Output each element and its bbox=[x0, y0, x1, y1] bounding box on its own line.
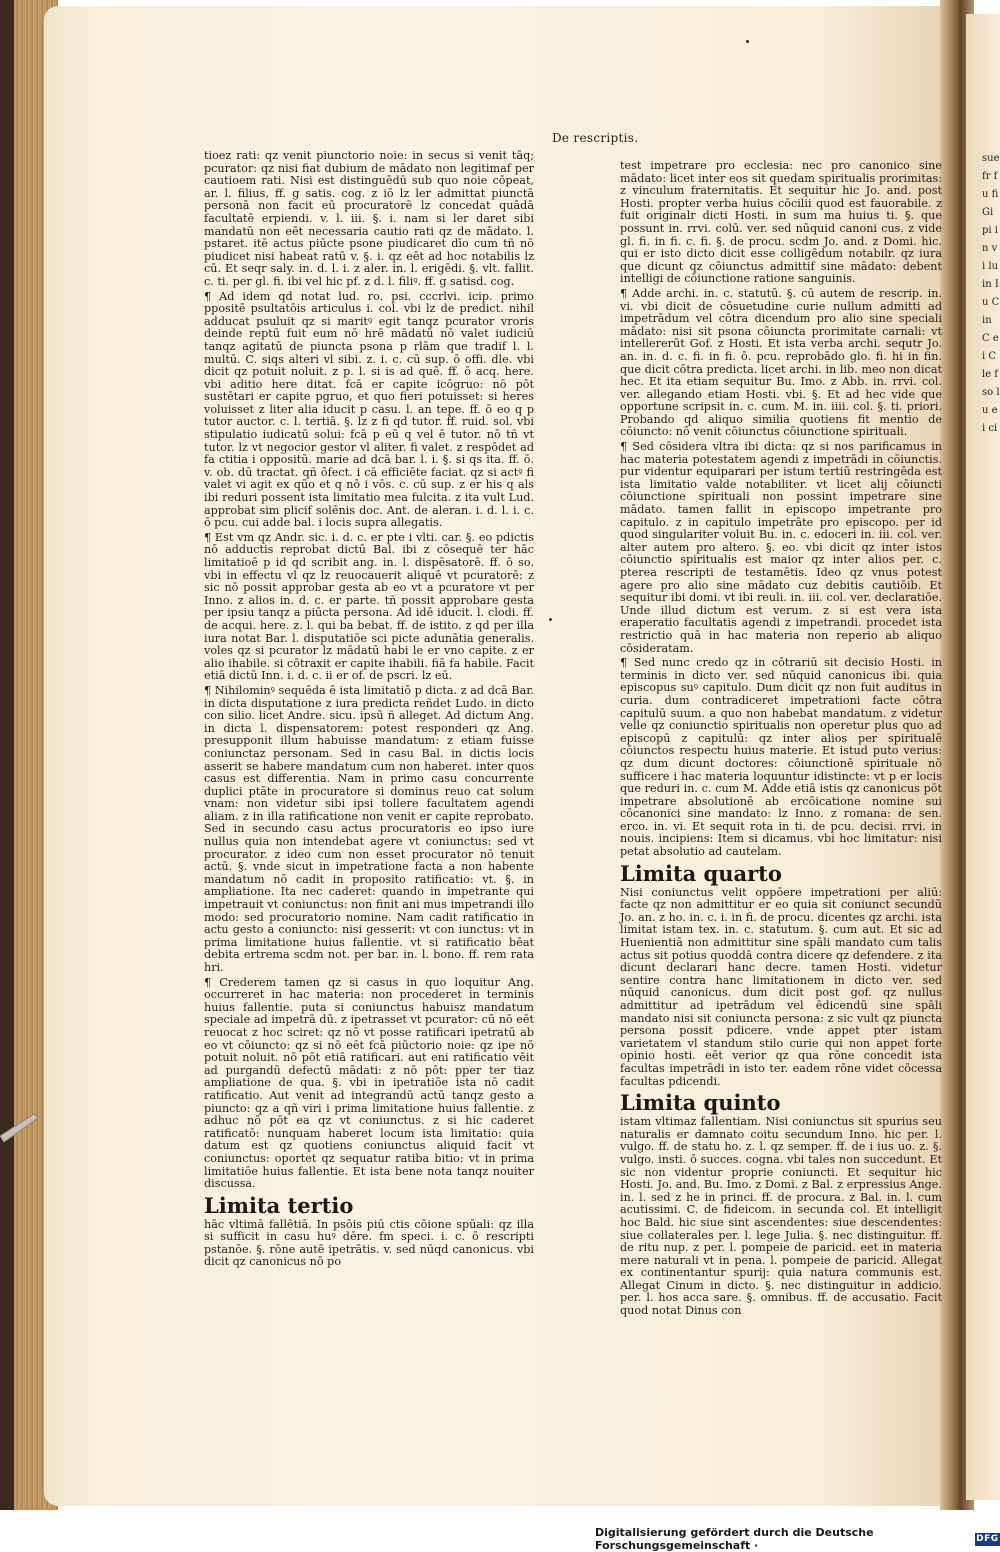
pen-icon bbox=[0, 1074, 40, 1144]
right-paragraph-3: ¶ Sed cōsidera vltra ibi dicta: qz si nos parificamus in hac materia potestatem agendi z impetrādi in cōiunctis. pur videntur equiparari per istum tertiū restringēda est ista limitatio valde notabiliter. vt licet alij cōiuncti cōiunctione spirituali non possint impetrare sine mādato. tamen fallit in episcopo impetrante pro capitulo. z in capitulo impetrāte pro episcopo. per id quod singulariter voluit Bu. in. c. edoceri in. iii. col. ver. alter autem pro altero. §. eo. vbi dicit qz inter istos cōiunctio spiritualis est maior qz inter alios per. c. pterea rescripti de testamētis. Ideo qz vnus potest agere pro alio sine mādato cuz debitis cautiōib. Et sequitur ibi domi. vt ibi reuli. in. iii. col. ver. declaratiōe. Unde illud dictum est verum. z si est vera ista eraperatio facultatis agendi z impetrandi. procedet ista restrictio quā in hac materia non reperio ab aliquo cōsideratam. bbox=[620, 440, 942, 655]
right-paragraph-4: ¶ Sed nunc credo qz in cōtrariū sit decisio Hosti. in terminis in dicto ver. sed nūquid canonicus ibi. quia episcopus suꝰ capitulo. Dum dicit qz non fuit auditus in curia. dum contradiceret impetrationi facte cōtra capitulū suum. a quo non habebat mandatum. z videtur velle qz coniunctio spiritualis non operetur plus quo ad episcopū z capitulū: qz inter alios per spiritualē cōiunctos respectu huius materie. Et istud puto verius: qz dum dicunt doctores: cōiunctionē spirituale nō sufficere i hac materia loquuntur idistincte: vt p er locis que reduri in. c. cum M. Adde etiā istis qz canonicus pōt impetrare absolutionē ab ercōicatione nomine sui cōcanonici sine mandato: lz Inno. z romana: de sen. erco. in. vi. Et sequit rota in ti. de pcu. decisi. rrvi. in nouis. incipiens: Item si dicamus. vbi hoc limitatur: nisi petat absolutio ad cautelam. bbox=[620, 656, 942, 859]
right-text-column bbox=[620, 159, 942, 1318]
section-heading-limita-quinto: Limita quinto bbox=[620, 1090, 781, 1116]
binding-shadow bbox=[0, 0, 14, 1510]
section-heading-limita-tertio: Limita tertio bbox=[204, 1192, 354, 1218]
paper-speck bbox=[746, 40, 749, 43]
left-paragraph-1: tioez rati: qz venit piunctorio noie: in secus si venit tāq; pcurator: qz nisi fiat dubium de mādato non legitimaf per cautioem rati. Nisi est distinguēdū sub quo noie cōpeat, ar. l. filius, ff. g satis. cog. z iō lz ler admittat piunctā personā non facit eū procuratorē lz concedat quādā facultatē erpiendi. v. l. iii. §. i. nam si ler daret sibi mandatū non eēt necessaria cautio rati qz de mādato. l. pstaret. itē actus piūcte psone piudicaret dīo cum tñ nō piudicet nisi habeat ratū v. §. i. qz eēt ad hoc notabilis lz cū. Et seqr saly. in. d. l. i. z aler. in. l. erigēdi. §. vlt. fallit. c. ti. per gl. fi. ibi vel hic pf. z d. l. filiꝰ. ff. g satisd. cog. bbox=[204, 149, 534, 288]
left-paragraph-after-heading: hāc vltimā fallētiā. In psōis piū ctis cōione spūali: qz illa si sufficit in casu huꝰ dēre. fm speci. i. c. ō rescripti pstanōe. §. rōne autē ipetrātis. v. sed nūqd canonicus. vbi dicit qz canonicus nō po bbox=[204, 1217, 534, 1269]
footer-credit-text: Digitalisierung gefördert durch die Deutsche Forschungsgemeinschaft · bbox=[595, 1526, 874, 1552]
right-paragraph-2: ¶ Adde archi. in. c. statutū. §. cū autem de rescrip. in. vi. vbi dicit de cōsuetudine curie nullum admitti ad impetrādum vel cōtra dicendum pro alio sine speciali mādato: nisi sit psona cōiuncta prorimitate carnali: vt intellererūt Gof. z Hosti. Et ista verba archi. sequtr Jo. an. in. d. c. fi. in fi. ō. pcu. reprobādo glo. fi. hi in fin. que dicit cōtra predicta. licet archi. in lib. meo non dicat hec. Et ita etiam sequitur Bu. Imo. z Abb. in. rrvi. col. ver. allegando etiam Hosti. vbi. §. Et ad hec vide que opportune scripsit in. c. cum. M. in. iiii. col. §. ti. priori. Probando qd aliquo similia quotiens fit mentio de cōiuncto: nō venit cōiunctus cōiunctione spirituali. bbox=[620, 286, 942, 439]
right-page-text-fragment: sue fr fu fi Gi pi in vi lu in Iu C in C ei C le f so lu ei ci bbox=[982, 153, 1000, 434]
left-paragraph-4: ¶ Nihilominꝰ sequēda ē ista limitatiō p dicta. z ad dcā Bar. in dicta disputatione z iura predicta reñdet Ludo. in dicto con silio. licet Andre. sicu. ipsū ñ alleget. Ad dictum Ang. in dicta l. dispensatorem: potest responderi qz Ang. presupponit illum habuisse mandatum: z etiam fuisse coniunctaz personam. Sed in casu Bal. in dictis locis asserit se habere mandatum cum non haberet. inter quos casus est differentia. Nam in primo casu concurrente duplici ptāte in procuratore si dominus reuo cat solum vnam: non videtur sibi ipsi tollere facultatem agendi aliam. z in illa ratificatione non venit er capite reprobato. Sed in secundo casu actus procuratoris eo ipso iure nullus quia non intendebat agere vt coniunctus: sed vt procurator. z ideo cum non esset procurator nō tenuit actū. §. vnde sicut in impetratione facta a non habente mandatum nō cadit in proposito ratificatio: vt. §. in ampliatione. Ita nec caderet: quando in impetrante qui impetrauit vt coniunctus: non finit ani mus impetrandi illo modo: sed procuratorio nomine. Nam cadit ratificatio in actu gesto a coniuncto: nisi gesserit: vt con iunctus: vt in prima limitatione huius fallentie. vt si ratificatio bēat debita ertrema scdm not. per bar. in. l. bono. ff. rem rata hri. bbox=[204, 683, 534, 974]
digitization-footer bbox=[595, 1526, 1000, 1552]
left-text-column bbox=[204, 149, 534, 1269]
running-head: De rescriptis. bbox=[552, 131, 639, 145]
right-paragraph-quinto: istam vltimaz fallentiam. Nisi coniunctus sit spurius seu naturalis er damnato coitu secundum Inno. hic per. l. vulgo. ff. de statu ho. z. l. qz semper. ff. de i ius uo. z. §. vulgo. insti. ō succes. cogna. vbi tales non succedunt. Et sic non videntur proprie coniuncti. Et sequitur hic Hosti. Jo. and. Bu. Imo. z Domi. z Bal. z erpressius Ange. in. l. sed z he in princi. ff. de procura. z Bal. in. l. cum acutissimi. C. de fideicom. in secunda col. Et intelligit hoc Bald. hic siue sint ascendentes: siue descendentes: siue collaterales per. l. lege Julia. §. nec distinguitur. ff. de ritu nup. z per. l. pompeie de paricid. eet in materia mere naturali vt in pena. l. pompeie de paricid. Allegat ex continentantur spurij: quia natura communis est. Allegat Cinum in dicto. §. nec distinguitur in addicio. per. l. hos acca sare. §. omnibus. ff. de accusatio. Facit quod notat Dinus con bbox=[620, 1115, 942, 1318]
left-paragraph-3: ¶ Est vm qz Andr. sic. i. d. c. er pte i vlti. car. §. eo pdictis nō adductis reprobat dictū Bal. ibi z cōsequē ter hāc limitatioē p id qd scribit ang. in. l. dispēsatorē. ff. ō so. vbi in effectu vl qz lz reuocauerit aliquē vt pcuratorē: z sic nō possit approbar gesta ab eo vt a pcuratore vt per Inno. z alios in. d. c. er parte. tñ possit approbare gesta per ipsiu tanqz a piūcta persona. Ad idē iducit. l. clodi. ff. de acqui. here. z. l. qui ba bebat. ff. de istito. z qd per illa iura notat Bar. l. disputatiōe sci picte adunātia generalis. voles qz si pcurator lz mādatū habi le er vno capite. z er alio ihabile. si cōtraxit er capite ihabili. fiā fa habile. Facit etiā dictū Inn. i. d. c. ii er of. de pscri. lz eū. bbox=[204, 530, 534, 683]
right-paragraph-1: test impetrare pro ecclesia: nec pro canonico sine mādato: licet inter eos sit quedam spiritualis prorimitas: z vinculum fraternitatis. Et sequitur hic Jo. and. post Hosti. propter verba huius cōcilii quod est fauorabile. z fuit originalr dicti Hosti. in sum ma huius ti. §. que possunt in. rrvi. colū. ver. sed nūquid canoni cus. z vide gl. fi. in fi. c. fi. §. de procu. scdm Jo. and. z Domi. hic. qui er isto dicto dicit esse colligēdum notabilr. qz iura que dicunt qz cōiunctus admittif sine mādato: debent intelligi de cōiunctione ratione sanguinis. bbox=[620, 159, 942, 286]
left-paragraph-2: ¶ Ad idem qd notat lud. ro. psi. cccrlvi. icip. primo ppositē psultatōis articulus i. col. vbi lz de predict. nihil adducat psuluit qz si maritꝰ egit tanqz pcurator vroris deinde reptū fuit eum nō hrē mādatū nō valet iudiciū tanqz agitatū de piuncta psona p rlām que tradif l. l. multū. C. siqs alteri vl sibi. z. i. c. cū sup. ō offi. dle. vbi dicit qz potuit noluit. z p. l. si is ad quē. ff. ō acq. here. vbi aditio here ditat. fcā er capite icōgruo: nō pōt sustētari er capite pgruo, et quo fieri potuisset: si heres voluisset z liter alia iducit p casu. l. an tepe. ff. ō eo q p tutor auctor. c. l. tertiā. §. lz z fi qd tutor. ff. ruid. sol. vbi stipulatio iudicatū solui: fcā p eū q vel ē tutor. nō tñ vt tutor. lz vt negocior gestor vl aliter. fi valet. z respōdet ad fa ctitia i oppositū. marie ad dcā bar. l. i. §. si qs ita. ff. ō. v. ob. dū tractat. qñ ōfect. i cā efficiēte faciat. qz si actꝰ fi valet vi agit ex qūo et q nō i vōs. c. cū sup. z er his q als ibi reduri possent ista limitatio mea fulcita. z ita vult Lud. approbat sim plicif solēnis doc. Ant. de aleran. i. d. l. i. c. ō pcu. cui adde bal. i locis supra allegatis. bbox=[204, 289, 534, 530]
dfg-logo-icon: DFG bbox=[976, 1534, 999, 1544]
section-heading-limita-quarto: Limita quarto bbox=[620, 860, 782, 886]
paper-speck bbox=[549, 618, 552, 621]
left-paragraph-5: ¶ Crederem tamen qz si casus in quo loquitur Ang. occurreret in hac materia: non procederet in terminis huius fallentie. puta si coniunctus habuisz mandatum speciale ad impetrā dū. z ipetrasset vt pcurator: cū nō eēt reuocat z hoc sciret: qz nō vt posse ratificari ipetratū ab eo vt cōiuncto: qz si nō eēt fcā piūctorio noie: qz ipe nō potuit noluit. nō pōt etiā ratificari. aut eni ratificatio vēit ad purgandū defectū mādati: z nō pōt: pper ter tiaz ampliatione de qua. §. vbi in ipetratiōe ista nō cadit ratificatio. Aut venit ad integrandū actū tanqz gesto a piuncto: qz a qñ viri i prima limitatione huius fallentie. z adhuc nō pōt ea qz vt coniunctus. z si hic caderet ratificatō: nunquam haberet locum ista limitatio: quia datum est qz quotiens coniunctus aliquid facit vt coniunctus: oportet qz sequatur ratiba bitio: vt in prima limitatiōe huius fallentie. Et ista bene nota tanqz nouiter discussa. bbox=[204, 975, 534, 1191]
right-paragraph-quarto: Nisi coniunctus velit oppōere impetrationi per aliū: facte qz non admittitur er eo quia sit coniunct secundū Jo. an. z ho. in. c. i. in fi. de procu. dicentes qz archi. ista limitat istam tex. in. c. statutum. §. cum aut. Et sic ad Huenientiā non admittitur sine spāli mandato cum talis actus sit potius quoddā contra dicere qz defendere. z ita dicunt declarari hanc decre. tamen Hosti. videtur sentire contra hanc limitationem in dicto ver. sed nūquid canonicus. dum dicit post gof. qz nullus admittitur ad ipetrādum vel ēdicendū sine spāli mandato nisi sit coniuncta persona: z sic vult qz piuncta persona possit pdicere. vnde appet pter istam varietatem vl standum stilo curie qui non appet forte opinio hosti. eēt verior qz qua rōne concedit ista facultas impetrādi in isto ter. eadem rōne videt cōcessa facultas pdicendi. bbox=[620, 885, 942, 1088]
